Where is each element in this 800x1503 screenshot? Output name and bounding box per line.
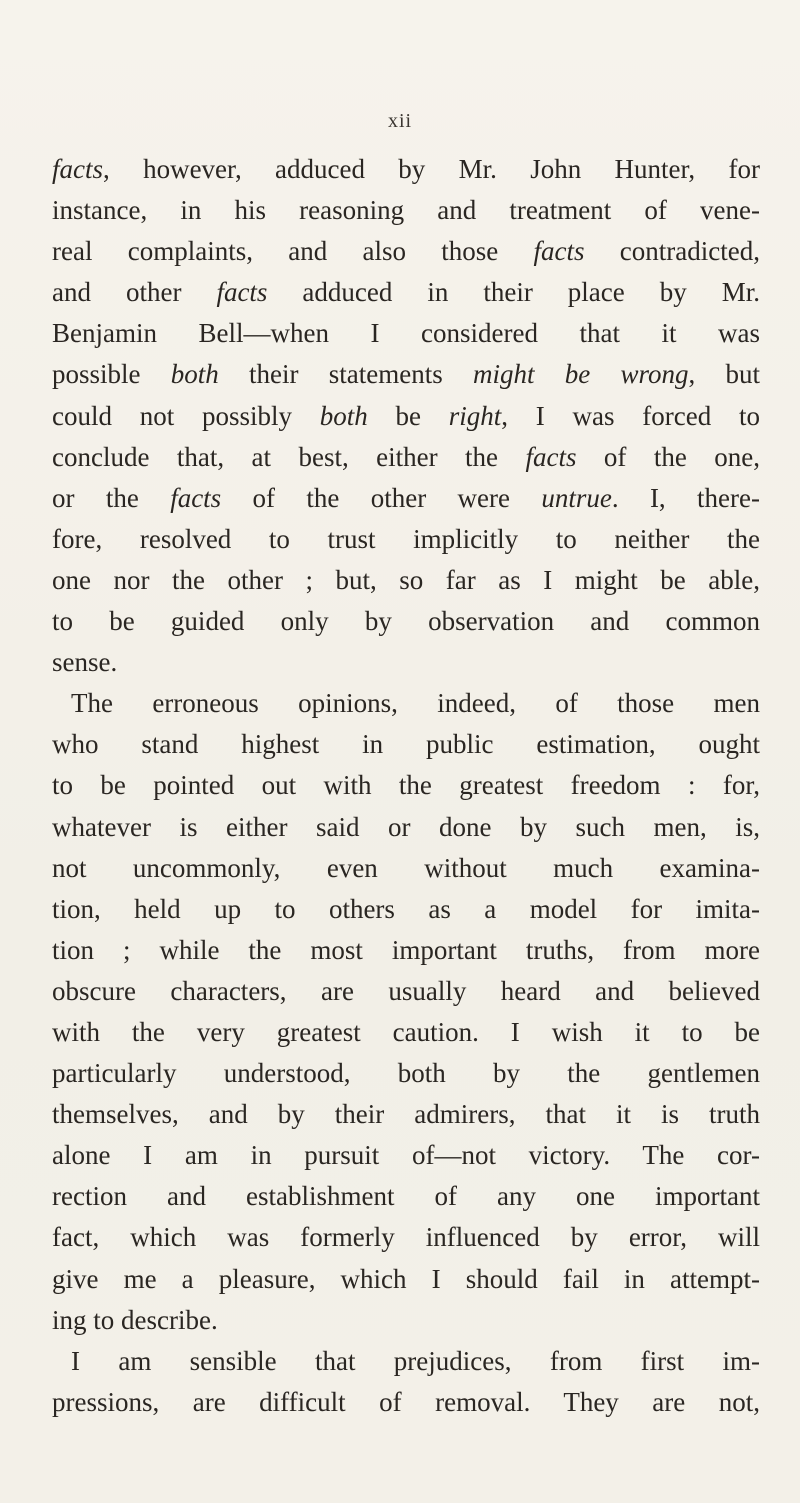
- italic-text: untrue: [541, 482, 612, 513]
- text-line: [52, 231, 760, 272]
- text-run: whatever is either said or done by such men, is,: [52, 811, 760, 842]
- text-run: alone I am in pursuit of—not victory. The cor-: [52, 1140, 760, 1171]
- text-line: [52, 1300, 760, 1341]
- text-run: , however, adduced by Mr. John Hunter, for: [103, 154, 760, 184]
- text-run: rection and establishment of any one important: [52, 1181, 760, 1212]
- text-line: [52, 560, 760, 601]
- text-line: [52, 354, 760, 395]
- text-line: [52, 889, 760, 930]
- italic-text: facts: [52, 154, 103, 184]
- text-run: of the other were: [221, 482, 542, 513]
- text-line: [52, 478, 760, 519]
- text-run: to be guided only by observation and common: [52, 606, 760, 637]
- text-line: [52, 1094, 760, 1135]
- text-line: [52, 519, 760, 560]
- text-run: be: [367, 400, 449, 431]
- text-run: contradicted,: [584, 236, 760, 267]
- text-run: . I, there-: [611, 482, 760, 513]
- text-line: [52, 601, 760, 642]
- text-line: [52, 930, 760, 971]
- text-run: adduced in their place by Mr.: [267, 277, 760, 308]
- text-line: [52, 724, 760, 765]
- text-run: instance, in his reasoning and treatment of vene-: [52, 195, 760, 226]
- text-line: [52, 437, 760, 478]
- italic-text: both: [170, 359, 219, 390]
- text-line: [52, 683, 760, 724]
- text-run: ing to describe.: [52, 1304, 218, 1335]
- text-run: of the one,: [576, 441, 760, 472]
- text-run: their statements: [218, 359, 473, 390]
- italic-text: right: [448, 400, 502, 431]
- text-line: [52, 1012, 760, 1053]
- body-text: [52, 149, 760, 1423]
- text-run: fore, resolved to trust implicitly to neither the: [52, 523, 760, 554]
- text-run: themselves, and by their admirers, that it is truth: [52, 1099, 760, 1130]
- italic-text: both: [319, 400, 368, 431]
- text-line: [52, 396, 760, 437]
- text-line: [52, 1217, 760, 1258]
- text-line: [52, 1176, 760, 1217]
- italic-text: might be wrong: [472, 359, 689, 390]
- text-line: [52, 149, 760, 190]
- text-run: with the very greatest caution. I wish it to be: [52, 1016, 760, 1047]
- text-run: , I was forced to: [501, 400, 760, 431]
- text-run: or the: [52, 482, 171, 513]
- text-run: The erroneous opinions, indeed, of those men: [71, 688, 760, 719]
- text-line: [52, 1382, 760, 1423]
- text-run: real complaints, and also those: [52, 236, 534, 267]
- text-run: tion, held up to others as a model for imita-: [52, 893, 760, 924]
- text-line: [52, 1259, 760, 1300]
- text-run: conclude that, at best, either the: [52, 441, 526, 472]
- text-run: Benjamin Bell—when I considered that it was: [52, 318, 760, 349]
- text-run: to be pointed out with the greatest freedom : for,: [52, 770, 760, 801]
- text-run: not uncommonly, even without much examina-: [52, 852, 760, 883]
- text-line: [52, 807, 760, 848]
- text-run: one nor the other ; but, so far as I might be able,: [52, 564, 760, 595]
- text-run: , but: [688, 359, 760, 390]
- text-line: [52, 1135, 760, 1176]
- text-run: sense.: [52, 647, 118, 678]
- text-run: and other: [52, 277, 217, 308]
- text-line: [52, 1341, 760, 1382]
- text-run: fact, which was formerly influenced by error, will: [52, 1222, 760, 1253]
- text-run: could not possibly: [52, 400, 320, 431]
- text-line: [52, 313, 760, 354]
- italic-text: facts: [533, 236, 585, 267]
- text-run: particularly understood, both by the gentlemen: [52, 1058, 760, 1089]
- italic-text: facts: [525, 441, 577, 472]
- text-line: [52, 642, 760, 683]
- text-line: [52, 190, 760, 231]
- italic-text: facts: [170, 482, 222, 513]
- text-run: tion ; while the most important truths, from more: [52, 934, 760, 965]
- page-number: xii: [387, 110, 413, 132]
- text-run: I am sensible that prejudices, from first im-: [71, 1345, 760, 1376]
- text-line: [52, 272, 760, 313]
- text-line: [52, 971, 760, 1012]
- text-line: [52, 848, 760, 889]
- italic-text: facts: [216, 277, 268, 308]
- text-run: pressions, are difficult of removal. They are not,: [52, 1386, 760, 1417]
- text-run: give me a pleasure, which I should fail in attempt-: [52, 1263, 760, 1294]
- text-run: obscure characters, are usually heard and believed: [52, 975, 760, 1006]
- text-run: who stand highest in public estimation, ought: [52, 729, 760, 760]
- text-run: possible: [52, 359, 171, 390]
- text-line: [52, 765, 760, 806]
- text-line: [52, 1053, 760, 1094]
